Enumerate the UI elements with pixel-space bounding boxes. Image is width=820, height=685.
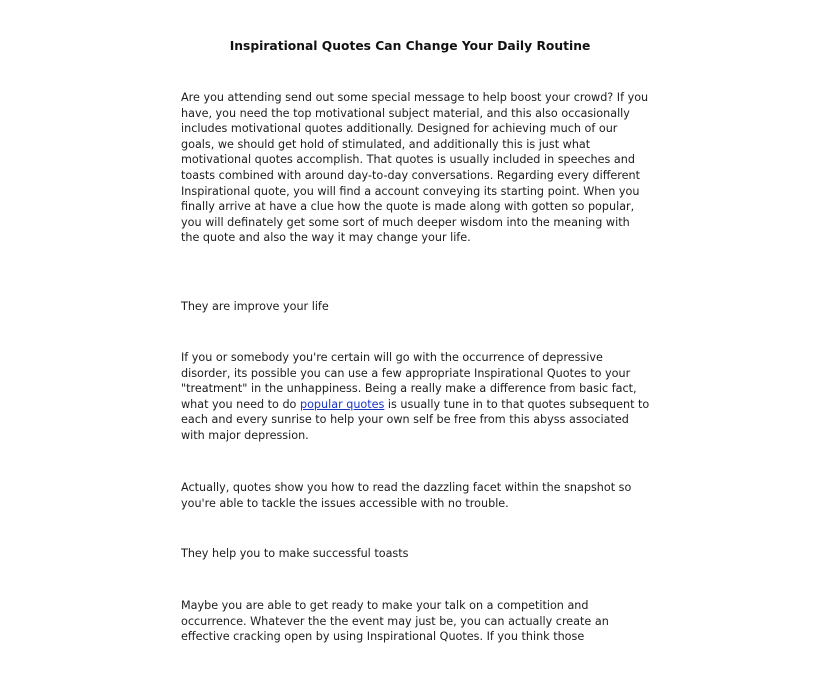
paragraph-intro: Are you attending send out some special message to help boost your crowd? If you have, you need the top motivational subject material, and this also occasionally includes motivational quotes additionally. Designed for achieving much of our goals, we should get hold of stimulated, and additionally this is just what motivational quotes accomplish. That quotes is usually included in speeches and toasts combined with around day-to-day conversations. Regarding every different Inspirational quote, you will find a account conveying its starting point. When you finally arrive at have a clue how the quote is made along with gotten so popular, you will definately get some sort of much deeper wisdom into the meaning with the quote and also the way it may change your life. [181,91,649,245]
paragraph-depression-text-after-link: is usually tune in to that quotes subsequent to each and every sunrise to help your own self be free from this abyss associated with major depression. [181,397,650,442]
paragraph-depression [181,350,651,444]
document-title: Inspirational Quotes Can Change Your Daily Routine [229,39,591,53]
paragraph-toasts: Maybe you are able to get ready to make your talk on a competition and occurrence. Whatever the the event may just be, you can actually create an effective cracking open by using Inspirational Quotes. If you think those [181,599,609,644]
paragraph-depression-text-before-link: If you or somebody you're certain will go with the occurrence of depressive disorder, its possible you can use a few appropriate Inspirational Quotes to your "treatment" in the unhappiness. Being a really make a difference from basic fact, what you need to do [181,351,637,411]
section-heading-toasts: They help you to make successful toasts [181,547,409,560]
popular-quotes-link[interactable]: popular quotes [299,397,385,411]
section-heading-improve-life: They are improve your life [181,300,329,313]
paragraph-bright-side: Actually, quotes show you how to read the dazzling facet within the snapshot so you're able to tackle the issues accessible with no trouble. [181,481,632,510]
